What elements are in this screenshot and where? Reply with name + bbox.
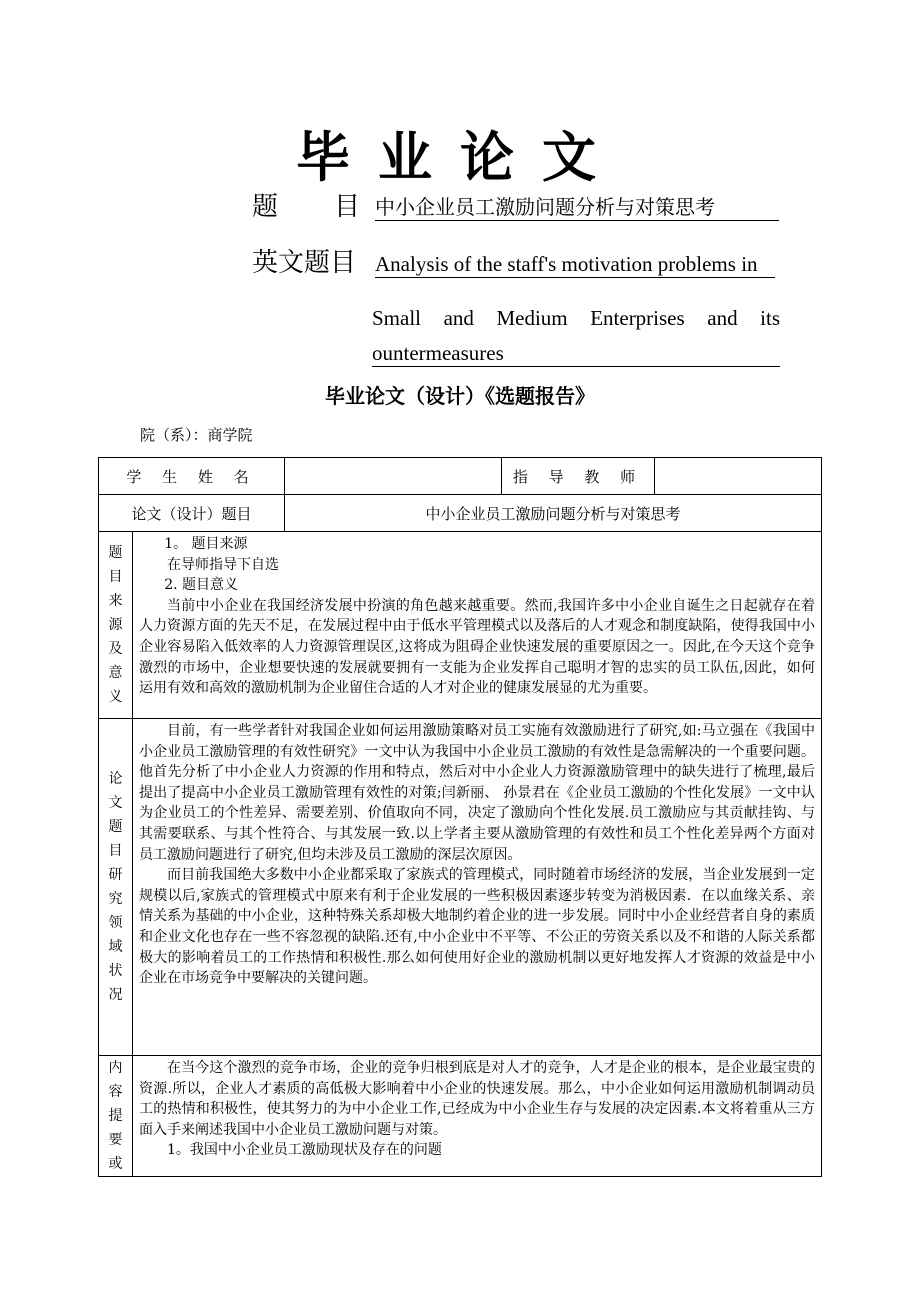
content-summary-para: 在当今这个激烈的竞争市场，企业的竞争归根到底是对人才的竞争，人才是企业的根本，是企业最宝贵的资源.所以，企业人才素质的高低极大影响着中小企业的快速发展。那么，中小企业如何运用激励机制调动员工的热情和积极性，使其努力的为中小企业工作,已经成为中小企业生存与发展的决定因素.本文将着重从三方面入手来阐述我国中小企业员工激励问题与对策。 (139, 1060, 815, 1138)
title-label: 题 目 (252, 192, 360, 222)
topic-source-content (133, 532, 822, 719)
research-status-content (133, 719, 822, 1056)
section-label-topic-source: 题 目 来 源 及 意 义 (99, 532, 133, 719)
advisor-value (655, 458, 822, 495)
english-title-line-1: Analysis of the staff's motivation problems in (375, 251, 775, 278)
content-summary-item-1: 1。我国中小企业员工激励现状及存在的问题 (167, 1142, 442, 1159)
topic-source-heading: 1。 题目来源 (164, 536, 248, 552)
topic-significance-heading: 2. 题目意义 (164, 577, 238, 594)
report-subtitle: 毕业论文（设计）《选题报告》 (325, 384, 595, 408)
section-label-research-status: 论 文 题 目 研 究 领 域 状 况 (99, 719, 133, 1056)
section-label-content-summary: 内 容 提 要 或 (99, 1056, 133, 1177)
title-value: 中小企业员工激励问题分析与对策思考 (375, 194, 779, 221)
topic-label: 论文（设计）题目 (99, 495, 285, 532)
thesis-main-title: 毕业论文 (296, 126, 624, 189)
student-name-label: 学 生 姓 名 (99, 458, 285, 495)
topic-source-text: 在导师指导下自选 (167, 556, 279, 573)
student-name-value (285, 458, 502, 495)
topic-significance-text: 当前中小企业在我国经济发展中扮演的角色越来越重要。然而,我国许多中小企业自诞生之日起就存在着人力资源方面的先天不足，在发展过程中由于低水平管理模式以及落后的人才观念和制度缺陷，使得我国中小企业容易陷入低效率的人力资源管理误区,这将成为阻碍企业快速发展的重要原因之一。因此,在今天这个竞争激烈的市场中，企业想要快速的发展就要拥有一支能为企业发挥自己聪明才智的忠实的员工队伍,因此，如何运用有效和高效的激励机制为企业留住合适的人才对企业的健康发展显的尤为重要。 (139, 597, 815, 697)
english-title-line-3: ountermeasures (372, 340, 780, 367)
content-summary (133, 1056, 822, 1177)
department: 院（系）：商学院 (140, 426, 253, 444)
advisor-label: 指 导 教 师 (502, 458, 655, 495)
english-title-label: 英文题目 (252, 248, 357, 278)
english-title-line-2: Small and Medium Enterprises and its (372, 306, 780, 330)
report-table (98, 457, 822, 1177)
topic-value: 中小企业员工激励问题分析与对策思考 (285, 495, 822, 532)
research-status-para-1: 目前，有一些学者针对我国企业如何运用激励策略对员工实施有效激励进行了研究,如:马立强在《我国中小企业员工激励管理的有效性研究》一文中认为我国中小企业员工激励的有效性是急需解决的一个重要问题。他首先分析了中小企业人力资源的作用和特点，然后对中小企业人力资源激励管理中的缺失进行了梳理,最后提出了提高中小企业员工激励管理有效性的对策;闫新丽、 孙景君在《企业员工激励的个性化发展》一文中认为企业员工的个性差异、需要差别、价值取向不同，决定了激励向个性化发展.员工激励应与其贡献挂钩、与其需要联系、与其个性符合、与其发展一致.以上学者主要从激励管理的有效性和员工个性化差异两个方面对员工激励问题进行了研究,但均未涉及员工激励的深层次原因。 (139, 723, 815, 863)
research-status-para-2: 而目前我国绝大多数中小企业都采取了家族式的管理模式，同时随着市场经济的发展，当企业发展到一定规模以后,家族式的管理模式中原来有利于企业发展的一些积极因素逐步转变为消极因素．在以血缘关系、亲情关系为基础的中小企业，这种特殊关系却极大地制约着企业的进一步发展。同时中小企业经营者自身的素质和企业文化也存在一些不容忽视的缺陷.还有,中小企业中不平等、不公正的劳资关系以及不和谐的人际关系都极大的影响着员工的工作热情和积极性.那么如何使用好企业的激励机制以更好地发挥人才资源的效益是中小企业在市场竞争中要解决的关键问题。 (139, 867, 815, 987)
